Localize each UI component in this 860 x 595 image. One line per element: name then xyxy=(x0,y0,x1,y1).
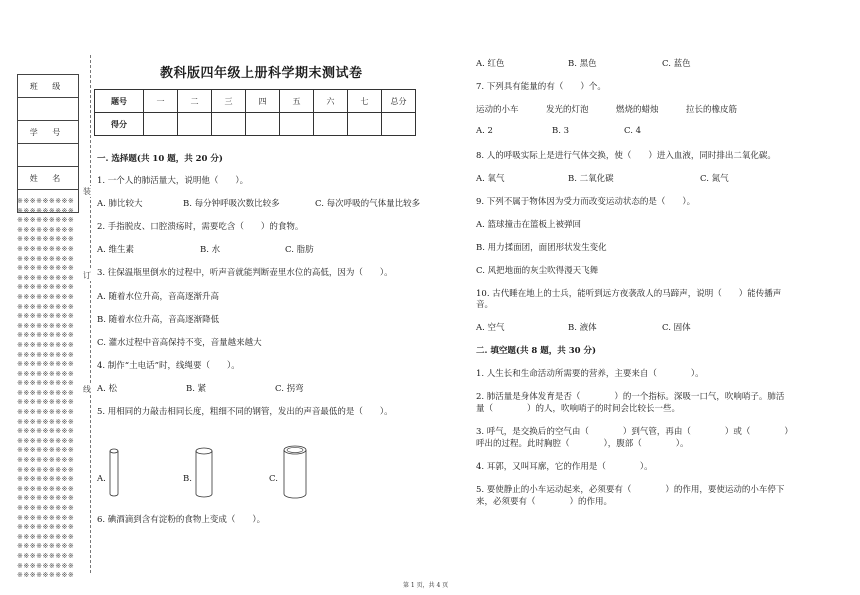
score-input-cell[interactable] xyxy=(382,113,416,136)
section-heading: 二. 填空题(共 8 题，共 30 分) xyxy=(476,346,597,356)
class-field[interactable] xyxy=(18,98,78,121)
student-number-label: 学 号 xyxy=(18,121,78,144)
score-input-cell[interactable] xyxy=(212,113,246,136)
answer-option: A. 篮球撞击在篮板上被弹回 xyxy=(476,220,582,230)
fill-question: 1. 人生长和生命活动所需要的营养，主要来自（ ）。 xyxy=(476,369,704,379)
score-input-cell[interactable] xyxy=(314,113,348,136)
question-stem: 7. 下列具有能量的有（ ）个。 xyxy=(476,82,606,92)
question-stem: 9. 下列不属于物体因为受力而改变运动状态的是（ ）。 xyxy=(476,197,696,207)
score-table-score-row xyxy=(95,113,416,136)
answer-option: B. 黑色 xyxy=(568,59,597,69)
score-table-cell: 四 xyxy=(246,90,280,113)
answer-option: C. 脂肪 xyxy=(285,245,314,255)
list-item: 发光的灯泡 xyxy=(546,105,589,115)
answer-option: A. 红色 xyxy=(476,59,505,69)
student-number-field[interactable] xyxy=(18,144,78,167)
answer-option: C. 氮气 xyxy=(700,174,729,184)
question-stem: 1. 一个人的肺活量大，说明他（ ）。 xyxy=(97,176,249,186)
score-table-cell: 一 xyxy=(144,90,178,113)
answer-option: B. 随着水位升高，音高逐渐降低 xyxy=(97,315,220,325)
question-stem: 8. 人的呼吸实际上是进行气体交换，使（ ）进入血液，同时排出二氧化碳。 xyxy=(476,151,776,161)
answer-option: C. xyxy=(269,474,278,484)
answer-option: A. 肺比较大 xyxy=(97,199,143,209)
score-input-cell[interactable] xyxy=(178,113,212,136)
score-table-cell: 题号 xyxy=(95,90,144,113)
student-info-box xyxy=(17,74,79,213)
class-label: 班 级 xyxy=(18,75,78,98)
answer-option: C. 固体 xyxy=(662,323,691,333)
fill-question-continued: 呼出的过程。此时胸腔（ ），腹部（ ）。 xyxy=(476,439,689,449)
score-table-cell: 三 xyxy=(212,90,246,113)
answer-option: A. 松 xyxy=(97,384,118,394)
answer-option: C. 灌水过程中音高保持不变，音量越来越大 xyxy=(97,338,262,348)
section-heading: 一. 选择题(共 10 题，共 20 分) xyxy=(97,154,223,164)
answer-option: B. 液体 xyxy=(568,323,597,333)
question-stem-continued: 音。 xyxy=(476,300,494,310)
score-table-header-row xyxy=(95,90,416,113)
fill-question-continued: 来，必须要有（ ）的作用。 xyxy=(476,497,613,507)
score-table xyxy=(94,89,416,136)
answer-option: C. 蓝色 xyxy=(662,59,691,69)
question-stem: 2. 手指脱皮、口腔溃疡时，需要吃含（ ）的食物。 xyxy=(97,222,304,232)
answer-option: B. 水 xyxy=(200,245,221,255)
fill-question: 2. 肺活量是身体发育是否（ ）的一个指标。深吸一口气，吹响哨子。肺活 xyxy=(476,392,785,402)
score-input-cell[interactable] xyxy=(246,113,280,136)
question-stem: 4. 制作“土电话”时，线绳要（ ）。 xyxy=(97,361,240,371)
name-label: 姓 名 xyxy=(18,167,78,190)
fill-question: 4. 耳郭，又叫耳廓，它的作用是（ ）。 xyxy=(476,462,653,472)
answer-option: A. 2 xyxy=(476,126,493,136)
page-footer: 第 1 页，共 4 页 xyxy=(403,582,449,589)
question-stem: 3. 往保温瓶里倒水的过程中，听声音就能判断壶里水位的高低，因为（ ）。 xyxy=(97,268,393,278)
answer-option: A. 维生素 xyxy=(97,245,135,255)
score-table-cell: 五 xyxy=(280,90,314,113)
binding-line xyxy=(90,55,91,573)
score-table-cell: 总分 xyxy=(382,90,416,113)
answer-option: C. 4 xyxy=(624,126,642,136)
fill-question: 5. 要使静止的小车运动起来，必须要有（ ）的作用，要使运动的小车停下 xyxy=(476,485,785,495)
answer-option: A. xyxy=(97,474,106,484)
binding-char-xian: 线 xyxy=(83,385,91,394)
list-item: 拉长的橡皮筋 xyxy=(686,105,738,115)
score-table-cell: 二 xyxy=(178,90,212,113)
answer-option: B. 紧 xyxy=(186,384,207,394)
answer-option: C. 拐弯 xyxy=(275,384,304,394)
list-item: 运动的小车 xyxy=(476,105,519,115)
score-table-cell: 七 xyxy=(348,90,382,113)
binding-char-ding: 订 xyxy=(83,271,91,280)
score-input-cell[interactable] xyxy=(144,113,178,136)
thin-pipe-image xyxy=(106,447,122,499)
score-input-cell[interactable] xyxy=(280,113,314,136)
medium-pipe-image xyxy=(193,447,215,499)
answer-option: B. 每分钟呼吸次数比较多 xyxy=(183,199,280,209)
answer-option: C. 风把地面的灰尘吹得漫天飞舞 xyxy=(476,266,599,276)
answer-option: B. xyxy=(183,474,192,484)
answer-option: C. 每次呼吸的气体量比较多 xyxy=(315,199,421,209)
answer-option: B. 二氧化碳 xyxy=(568,174,614,184)
question-stem: 5. 用相同的力敲击相同长度，粗细不同的钢管，发出的声音最低的是（ ）。 xyxy=(97,407,393,417)
list-item: 燃烧的蜡烛 xyxy=(616,105,659,115)
binding-hatch-pattern: ※※※※※※※※※※※※※※※※※※※※※※※※※※※※※※※※※※※※※※※※※※※※※※※※※※※※※※※※※※※※※※※※※※※※※※※※※※※※※※※※※※※※※※※※※※※※※※※※※※※※※※※※※※※※※※※※※※※※※※※※※※※※※※※※※※※※※※※※※※※※※※※※※※※※※※※※※※※※※※※※※※※※※※※※※※※※※※※※※※※※※※※※※※※※※※※※※※※※※※※※※※※※※※※※※※※※※※※※※※※※※※※※※※※※※※※※※※※※※※※※※※※※※※※※※※※※※※※※※※※※※※※※※※※※※※※※※※※※※※※※※※※※※※※※※※※※※※※※※※※※※※※※※※※※※※※※※※※※※※※※※※※※※※※※※※※※※※※※※※※※※※※※※※※※※※※※※※※※※※※※ xyxy=(17,197,75,580)
answer-option: B. 3 xyxy=(552,126,570,136)
question-stem: 6. 碘酒滴到含有淀粉的食物上变成（ ）。 xyxy=(97,515,266,525)
answer-option: A. 随着水位升高，音高逐渐升高 xyxy=(97,292,220,302)
score-input-cell[interactable] xyxy=(348,113,382,136)
binding-char-zhuang: 装 xyxy=(83,187,91,196)
question-stem: 10. 古代睡在地上的士兵，能听到远方夜袭敌人的马蹄声，说明（ ）能传播声 xyxy=(476,289,782,299)
fill-question: 3. 呼气，是交换后的空气由（ ）到气管，再由（ ）或（ ） xyxy=(476,427,793,437)
score-table-cell: 六 xyxy=(314,90,348,113)
score-table-cell: 得分 xyxy=(95,113,144,136)
fill-question-continued: 量（ ）的人，吹响哨子的时间会比较长一些。 xyxy=(476,404,681,414)
page-title: 教科版四年级上册科学期末测试卷 xyxy=(160,66,363,81)
answer-option: A. 空气 xyxy=(476,323,505,333)
answer-option: B. 用力揉面团，面团形状发生变化 xyxy=(476,243,607,253)
thick-pipe-image xyxy=(281,445,309,500)
answer-option: A. 氧气 xyxy=(476,174,505,184)
